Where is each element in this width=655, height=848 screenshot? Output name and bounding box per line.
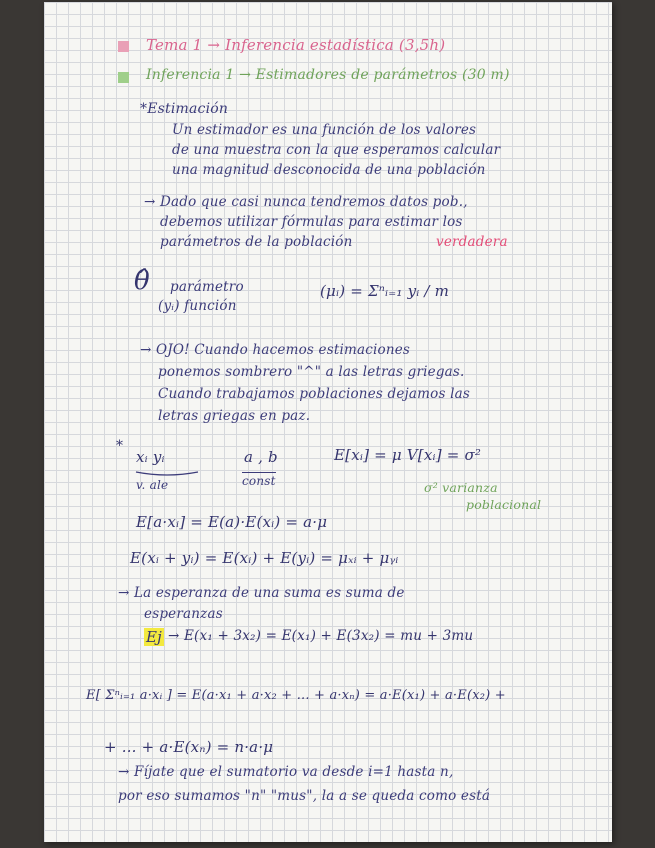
note-sum-line1: → La esperanza de una suma es suma de [118,585,405,601]
constants: a , b [244,448,278,466]
sigma-note: σ² varianza [424,480,498,495]
page-title: Tema 1 → Inferencia estadística (3,5h) [146,36,446,54]
equation-scalar: E[a·xᵢ] = E(a)·E(xᵢ) = a·μ [136,513,328,531]
expectation-definition: E[xᵢ] = μ V[xᵢ] = σ² [334,446,482,464]
para3-line4: letras griegas en paz. [158,408,311,424]
pink-bullet-icon [118,41,129,52]
big-sum-equation: E[ Σⁿᵢ₌₁ a·xᵢ ] = E(a·x₁ + a·x₂ + ... + a·xₙ) = a·E(x₁) + a·E(x₂) + [86,688,506,703]
theta-label: parámetro [170,279,244,295]
para3-line2: ponemos sombrero "^" a las letras griegas. [158,364,465,380]
para2-highlight: verdadera [436,234,508,250]
section-heading: *Estimación [140,101,229,117]
para2-line3: parámetros de la población [160,234,353,250]
sigma-note-2: poblacional [466,497,542,512]
green-bullet-icon [118,72,129,83]
mean-formula: (μᵢ) = Σⁿᵢ₌₁ yᵢ / m [320,282,450,300]
para1-line2: de una muestra con la que esperamos calcular [172,142,501,158]
final-note-line1: → Fíjate que el sumatorio va desde i=1 hasta n, [118,764,454,780]
big-sum-continued: + ... + a·E(xₙ) = n·a·μ [104,738,274,756]
para2-line2: debemos utilizar fórmulas para estimar los [160,214,463,230]
final-note-line2: por eso sumamos "n" "mus", la a se queda como está [118,788,491,804]
y-function-label: (yᵢ) función [158,298,237,314]
para2-line1: → Dado que casi nunca tendremos datos pob., [144,194,468,210]
example-equation: → E(x₁ + 3x₂) = E(x₁) + E(3x₂) = mu + 3mu [168,628,474,644]
note-sum-line2: esperanzas [144,606,223,622]
page-subtitle: Inferencia 1 → Estimadores de parámetros (30 m) [146,67,510,83]
example-label: Ej [146,628,163,646]
star-mark: * [116,438,124,454]
constants-label: const [242,474,276,488]
random-vars-label: v. ale [136,478,169,492]
underline-brace [134,470,200,478]
theta-hat-symbol: θ̂ [134,266,150,296]
para1-line1: Un estimador es una función de los valores [172,122,477,138]
para1-line3: una magnitud desconocida de una población [172,162,486,178]
para3-line1: → OJO! Cuando hacemos estimaciones [140,342,411,358]
para3-line3: Cuando trabajamos poblaciones dejamos las [158,386,471,402]
equation-sum: E(xᵢ + yᵢ) = E(xᵢ) + E(yᵢ) = μₓᵢ + μᵧᵢ [130,549,399,567]
random-vars: xᵢ yᵢ [136,448,165,466]
